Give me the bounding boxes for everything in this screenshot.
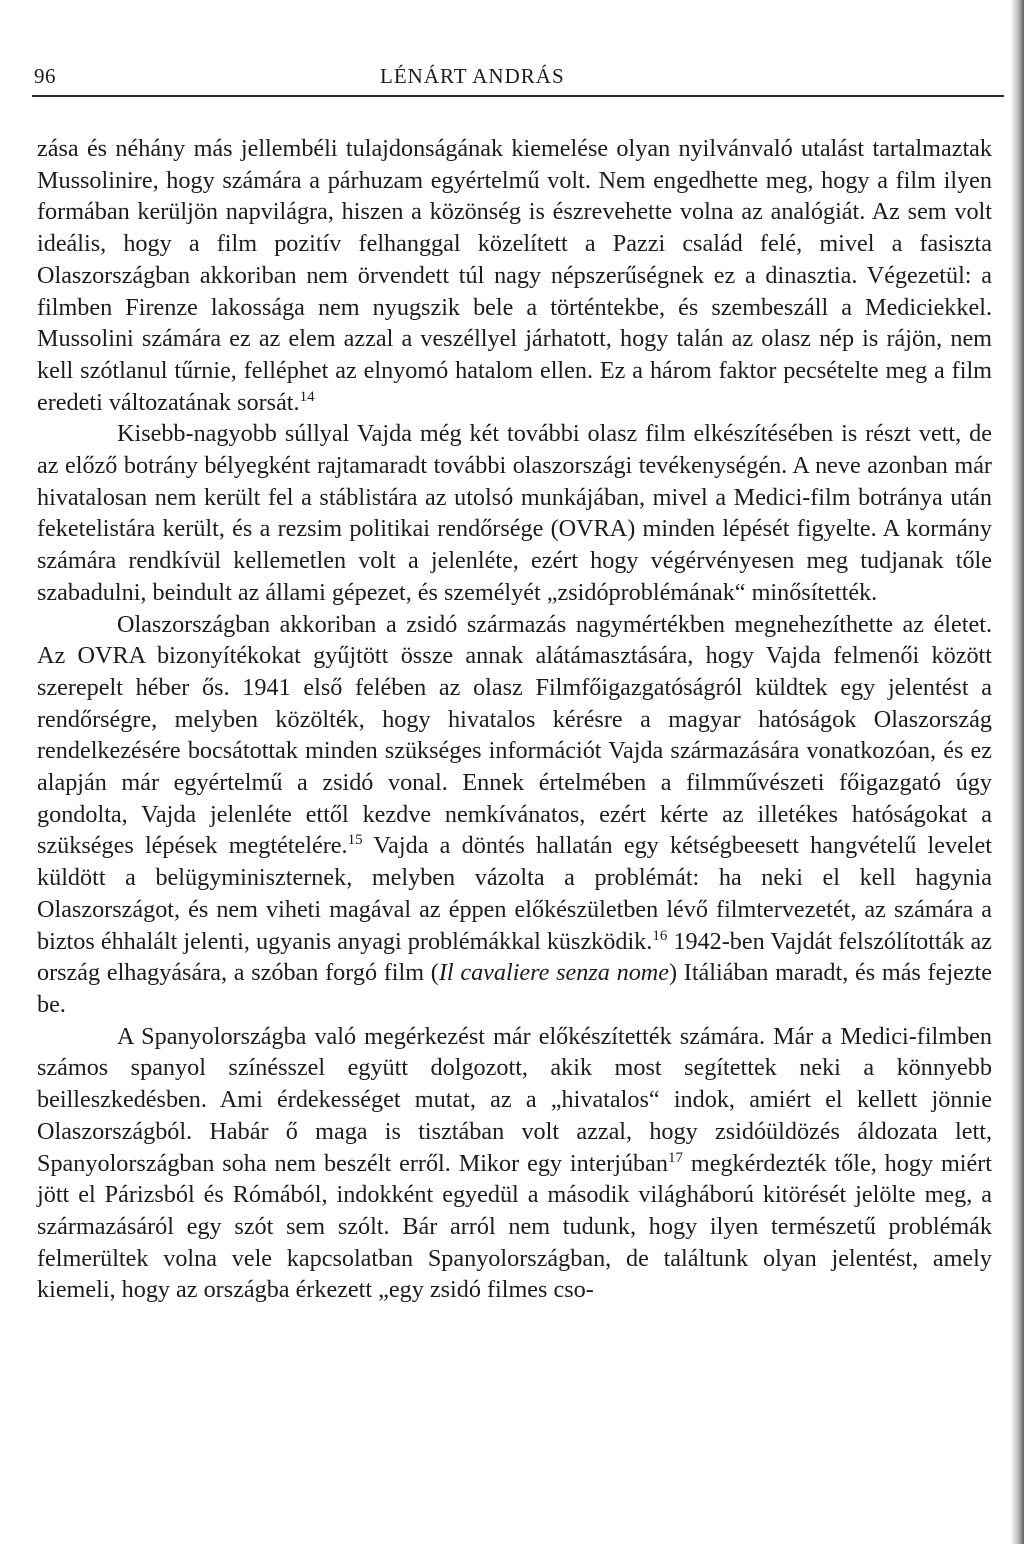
page-number: 96 [34,64,56,88]
film-title-italic: Il cavaliere senza nome [438,959,669,987]
footnote-reference: 16 [652,927,668,944]
header-rule [32,95,1004,97]
paragraph [37,418,992,608]
paragraph [37,1021,992,1306]
paragraph-text: Olaszországban akkoriban a zsidó származás nagymértékben megnehezíthette az életet. Az OVRA bizonyítékokat gyűjtött össze annak alátámasztására, hogy Vajda felmenői között szerepelt héber ős. 1941 első felében az olasz Filmfőigazgatóságról küldtek egy jelentést a rendőrségre, melyben közölték, hogy hivatalos kérésre a magyar hatóságok Olaszország rendelkezésére bocsátottak minden szükséges információt Vajda származására vonatkozóan, és ez alapján már egyértelmű a zsidó vonal. Ennek értelmében a filmművészeti főigazgató úgy gondolta, Vajda jelenléte ettől kezdve nemkívánatos, ezért kérte az illetékes hatóságokat a szükséges lépések megtételére. [37,610,992,860]
scan-edge-shadow [1010,0,1024,1544]
paragraph-text: megkérdezték tőle, hogy miért jött el Párizsból és Rómából, indokként egyedül a második világháború kitörését jelölte meg, a származásáról egy szót sem szólt. Bár arról nem tudunk, hogy ilyen természetű problémák felmerültek volna vele kapcsolatban Spanyolországban, de találtunk olyan jelentést, amely kiemeli, hogy az országba érkezett „egy zsidó filmes cso- [37,1149,992,1304]
paragraph-text: ) Itáliában maradt, és más fejezte be. [37,959,992,1018]
footnote-reference: 17 [667,1149,683,1166]
paragraph-text: Vajda a döntés hallatán egy kétségbeesett hangvételű levelet küldött a belügyminiszternek, melyben vázolta a problémát: ha neki el kell hagynia Olaszországot, és nem viheti magával az éppen előkészületben lévő filmtervezetét, az számára a biztos éhhalált jelenti, ugyanis anyagi problémákkal küszködik. [37,832,992,955]
footnote-reference: 14 [299,388,315,405]
footnote-reference: 15 [347,832,363,849]
paragraph-text: zása és néhány más jellembéli tulajdonságának kiemelése olyan nyilvánvaló utalást tartalmaztak Mussolinire, hogy számára a párhuzam egyértelmű volt. Nem engedhette meg, hogy a film ilyen formában kerüljön napvilágra, hiszen a közönség is észrevehette volna az analógiát. Az sem volt ideális, hogy a film pozitív felhanggal közelített a Pazzi család felé, mivel a fasiszta Olaszországban akkoriban nem örvendett túl nagy népszerűségnek ez a dinasztia. Végezetül: a filmben Firenze lakossága nem nyugszik bele a történtekbe, és szembeszáll a Mediciekkel. Mussolini számára ez az elem azzal a veszéllyel járhatott, hogy talán az olasz nép is rájön, nem kell szótlanul tűrnie, felléphet az elnyomó hatalom ellen. Ez a három faktor pecsételte meg a film eredeti változatának sorsát. [37,135,992,416]
paragraph-text: A Spanyolországba való megérkezést már előkészítették számára. Már a Medici-filmben számos spanyol színésszel együtt dolgozott, akik most segítettek neki a könnyebb beilleszkedésben. Ami érdekességet mutat, az a „hivatalos“ indok, amiért el kellett jönnie Olaszországból. Habár ő maga is tisztában volt azzal, hogy zsidóüldözés áldozata lett, Spanyolországban soha nem beszélt erről. Mikor egy interjúban [37,1022,992,1177]
body-text [37,133,992,1306]
running-head: LÉNÁRT ANDRÁS [380,64,565,88]
paragraph-text: Kisebb-nagyobb súllyal Vajda még két további olasz film elkészítésében is részt vett, de az előző botrány bélyegként rajtamaradt további olaszországi tevékenységén. A neve azonban már hivatalosan nem került fel a stáblistára az utolsó munkájában, mivel a Medici-film botránya után feketelistára került, és a rezsim politikai rendőrsége (OVRA) minden lépését figyelte. A kormány számára rendkívül kellemetlen volt a jelenléte, ezért hogy végérvényesen meg tudjanak tőle szabadulni, beindult az állami gépezet, és személyét „zsidóproblémának“ minősítették. [37,420,992,606]
paragraph [37,609,992,1021]
paragraph-text: 1942-ben Vajdát felszólították az ország elhagyására, a szóban forgó film ( [37,927,992,987]
paragraph [37,133,992,418]
